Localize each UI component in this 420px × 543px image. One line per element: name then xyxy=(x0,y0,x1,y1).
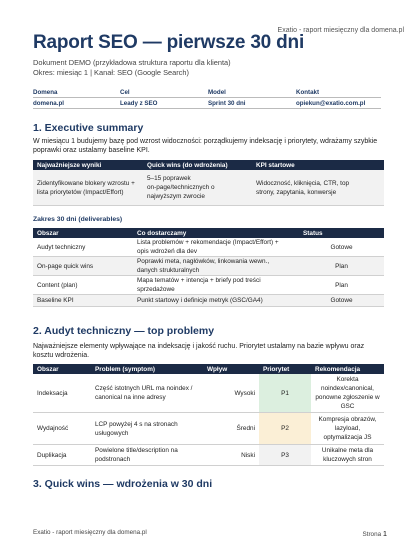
page-number-value: 1 xyxy=(382,529,387,538)
table-row-problem: Część istotnych URL ma noindex / canonical na inne adresy xyxy=(91,374,203,413)
footer-note: Exatio - raport miesięczny dla domena.pl xyxy=(33,529,147,536)
meta-value-goal: Leady z SEO xyxy=(120,98,208,109)
table-row-problem: LCP powyżej 4 s na stronach usługowych xyxy=(91,413,203,445)
table-row-status: Plan xyxy=(299,276,384,295)
audit-table xyxy=(33,364,384,466)
section-heading-executive-summary: 1. Executive summary xyxy=(33,122,144,134)
summary-header-quick-wins: Quick wins (do wdrożenia) xyxy=(143,160,252,170)
table-row-area: Duplikacja xyxy=(33,445,91,466)
deliverables-header-area: Obszar xyxy=(33,228,133,238)
deliverables-header-status: Status xyxy=(299,228,384,238)
table-row-what: Mapa tematów + intencja + briefy pod treści sprzedażowe xyxy=(133,276,299,295)
table-row-what: Punkt startowy i definicje metryk (GSC/GA4) xyxy=(133,295,299,307)
header-note: Exatio - raport miesięczny dla domena.pl xyxy=(277,27,404,34)
table-row-area: Wydajność xyxy=(33,413,91,445)
audit-header-area: Obszar xyxy=(33,364,91,374)
deliverables-header-what: Co dostarczamy xyxy=(133,228,299,238)
table-row-impact: Niski xyxy=(203,445,259,466)
summary-cell-results: Zidentyfikowane blokery wzrostu + lista priorytetów (Impact/Effort) xyxy=(33,170,143,206)
table-row-status: Gotowe xyxy=(299,295,384,307)
priority-badge: P2 xyxy=(259,413,311,445)
meta-header-contact: Kontakt xyxy=(296,87,381,98)
page-title: Raport SEO — pierwsze 30 dni xyxy=(33,32,305,53)
page-number xyxy=(363,529,387,538)
table-row-what: Poprawki meta, nagłówków, linkowania wewn., danych strukturalnych xyxy=(133,257,299,276)
meta-table xyxy=(33,87,381,109)
deliverables-table xyxy=(33,228,384,307)
section-heading-technical-audit: 2. Audyt techniczny — top problemy xyxy=(33,325,215,337)
audit-header-problem: Problem (symptom) xyxy=(91,364,203,374)
audit-header-recommendation: Rekomendacja xyxy=(311,364,384,374)
executive-summary-text: W miesiącu 1 budujemy bazę pod wzrost widoczności: porządkujemy indeksację i priorytety, wdrażamy szybkie poprawki oraz ustalamy baseline KPI. xyxy=(33,138,378,155)
page-label: Strona xyxy=(362,531,382,538)
summary-table xyxy=(33,160,384,206)
table-row-recommendation: Korekta noindex/canonical, ponowne zgłoszenie w GSC xyxy=(311,374,384,413)
table-row-status: Gotowe xyxy=(299,238,384,257)
table-row-area: Indeksacja xyxy=(33,374,91,413)
table-row-area: Baseline KPI xyxy=(33,295,133,307)
meta-header-domain: Domena xyxy=(33,87,120,98)
meta-value-model: Sprint 30 dni xyxy=(208,98,296,109)
table-row-recommendation: Kompresja obrazów, lazyload, optymalizacja JS xyxy=(311,413,384,445)
table-row-area: Content (plan) xyxy=(33,276,133,295)
audit-header-impact: Wpływ xyxy=(203,364,259,374)
priority-badge: P1 xyxy=(259,374,311,413)
meta-value-domain: domena.pl xyxy=(33,98,120,109)
table-row-what: Lista problemów + rekomendacje (Impact/Effort) + opis wdrożeń dla dev xyxy=(133,238,299,257)
summary-header-kpi: KPI startowe xyxy=(252,160,384,170)
table-row-problem: Powielone title/description na podstronach xyxy=(91,445,203,466)
meta-header-goal: Cel xyxy=(120,87,208,98)
table-row-recommendation: Unikalne meta dla kluczowych stron xyxy=(311,445,384,466)
technical-audit-text: Najważniejsze elementy wpływające na indeksację i jakość ruchu. Priorytet ustalamy na bazie wpływu oraz kosztu wdrożenia. xyxy=(33,343,365,360)
meta-value-contact[interactable]: opiekun@exatio.com.pl xyxy=(296,98,381,109)
meta-header-model: Model xyxy=(208,87,296,98)
section-heading-quick-wins: 3. Quick wins — wdrożenia w 30 dni xyxy=(33,478,213,490)
summary-cell-kpi: Widoczność, kliknięcia, CTR, top strony, zapytania, konwersje xyxy=(252,170,384,206)
table-row-impact: Średni xyxy=(203,413,259,445)
subtitle-doc-type: Dokument DEMO (przykładowa struktura raportu dla klienta) xyxy=(33,58,231,67)
table-row-status: Plan xyxy=(299,257,384,276)
table-row-area: On-page quick wins xyxy=(33,257,133,276)
subtitle-period: Okres: miesiąc 1 | Kanał: SEO (Google Search) xyxy=(33,68,189,77)
table-row-area: Audyt techniczny xyxy=(33,238,133,257)
priority-badge: P3 xyxy=(259,445,311,466)
table-row-impact: Wysoki xyxy=(203,374,259,413)
summary-cell-quick-wins: 5–15 poprawek on-page/technicznych o najwyższym zwrocie xyxy=(143,170,252,206)
deliverables-heading: Zakres 30 dni (deliverables) xyxy=(33,216,123,223)
summary-header-results: Najważniejsze wyniki xyxy=(33,160,143,170)
audit-header-priority: Priorytet xyxy=(259,364,311,374)
